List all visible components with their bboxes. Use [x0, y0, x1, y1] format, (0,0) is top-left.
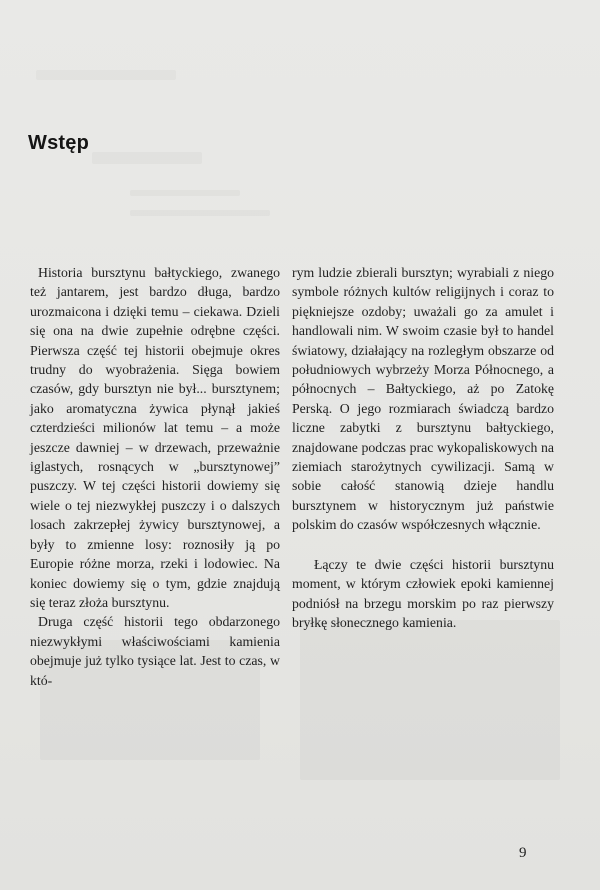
left-text-column — [30, 263, 280, 690]
show-through-shadow — [300, 620, 560, 780]
show-through-shadow — [92, 152, 202, 164]
paragraph: Łączy te dwie części historii bursztynu moment, w którym człowiek epoki kamiennej podniósł na brzegu morskim po raz pierwszy bryłkę słonecznego kamienia. — [292, 556, 554, 630]
show-through-shadow — [130, 210, 270, 216]
paragraph: Historia bursztynu bałtyckiego, zwanego też jantarem, jest bardzo długa, bardzo urozmaicona i dzięki temu – ciekawa. Dzieli się ona na dwie zupełnie odrębne części. Pierwsza część tej historii obejmuje okres trudny do wyobrażenia. Sięga bowiem czasów, gdy bursztyn nie był... bursztynem; jako aromatyczna żywica płynął jakieś czterdzieści milionów lat temu – a może jeszcze dawniej – w drzewach, przeważnie iglastych, rosnących w „bursztynowej” puszczy. W tej części historii dowiemy się wiele o tej niezwykłej puszczy i o dalszych losach zakrzepłej żywicy bursztynowej, a były to zmienne losy: roznosiły ją po Europie różne morza, rzeki i lodowiec. Na koniec dowiemy się o tym, gdzie znajdują się teraz złoża bursztynu. — [30, 265, 280, 610]
page-number: 9 — [519, 845, 527, 861]
show-through-shadow — [130, 190, 240, 196]
right-text-column — [292, 263, 554, 632]
paragraph: rym ludzie zbierali bursztyn; wyrabiali z niego symbole różnych kultów religijnych i coraz to piękniejsze ozdoby; uważali go za amulet i handlowali nim. W swoim czasie był to handel światowy, działający na rozległym obszarze od południowych wybrzeży Morza Północnego, a północnych – Bałtyckiego, aż po Zatokę Perską. O jego rozmiarach świadczą bardzo liczne zabytki z bursztynu bałtyckiego, znajdowane podczas prac wykopaliskowych na ziemiach starożytnych cywilizacji. Samą w sobie całość stanowią dzieje handlu bursztynem w historycznym już państwie polskim do czasów współczesnych włącznie. — [292, 265, 554, 533]
show-through-shadow — [36, 70, 176, 80]
paragraph: Druga część historii tego obdarzonego niezwykłymi właściwościami kamienia obejmuje już tylko tysiące lat. Jest to czas, w któ- — [30, 614, 280, 688]
page-title: Wstęp — [28, 132, 89, 154]
